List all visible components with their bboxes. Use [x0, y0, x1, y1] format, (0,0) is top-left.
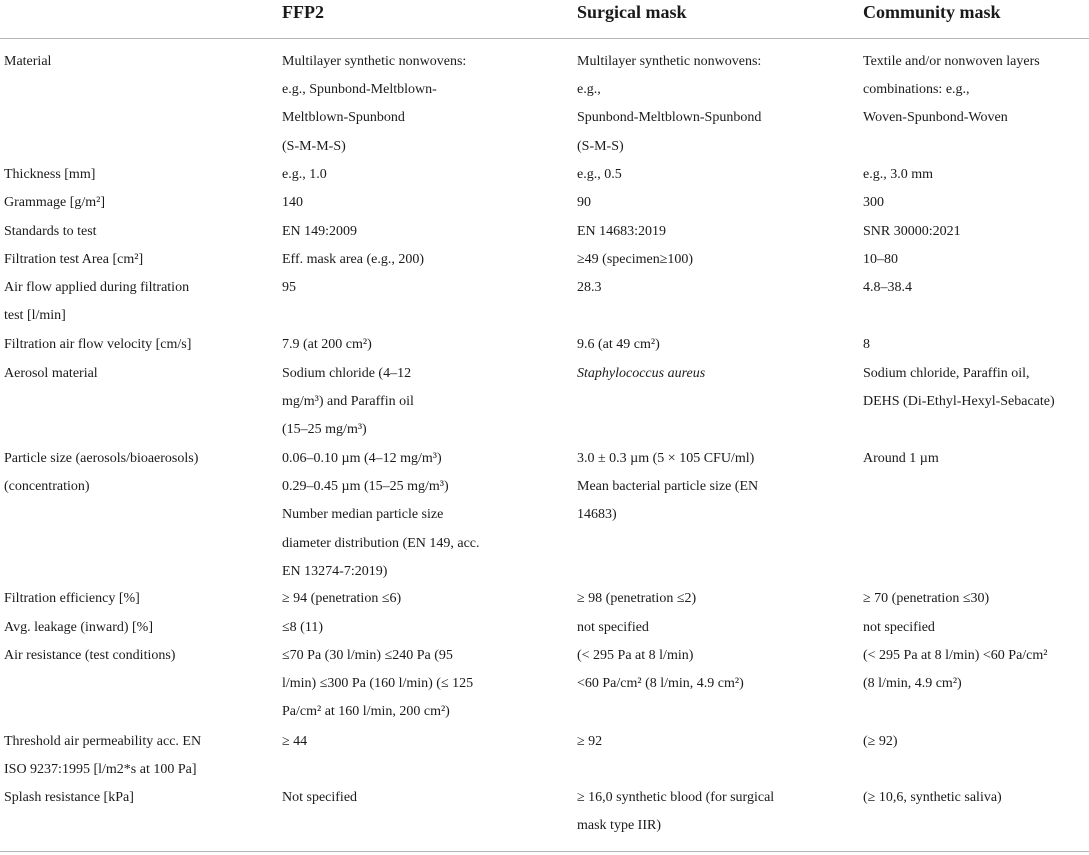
cell-surgical-material: Multilayer synthetic nonwovens: e.g., Spunbond-Meltblown-Spunbond (S-M-S) — [577, 54, 762, 154]
cell-community-grammage: 300 — [863, 195, 884, 210]
cell-surgical-thickness: e.g., 0.5 — [577, 167, 622, 182]
row-label-splash: Splash resistance [kPa] — [4, 790, 134, 805]
column-header-community-mask: Community mask — [863, 2, 1001, 22]
cell-surgical-efficiency: ≥ 98 (penetration ≤2) — [577, 591, 697, 606]
cell-community-permeability: (≥ 92) — [863, 734, 898, 749]
cell-surgical-velocity: 9.6 (at 49 cm²) — [577, 337, 660, 352]
cell-surgical-standards: EN 14683:2019 — [577, 224, 667, 239]
cell-community-leakage: not specified — [863, 620, 935, 635]
cell-ffp2-standards: EN 149:2009 — [282, 224, 358, 239]
row-label-permeability: Threshold air permeability acc. EN ISO 9237:1995 [l/m2*s at 100 Pa] — [4, 734, 202, 778]
cell-surgical-leakage: not specified — [577, 620, 649, 635]
cell-community-efficiency: ≥ 70 (penetration ≤30) — [863, 591, 990, 606]
row-label-air-flow: Air flow applied during filtration test [l/min] — [4, 280, 190, 324]
cell-ffp2-permeability: ≥ 44 — [282, 734, 308, 749]
row-label-material: Material — [4, 54, 52, 69]
cell-surgical-air-resistance: (< 295 Pa at 8 l/min) <60 Pa/cm² (8 l/min, 4.9 cm²) — [577, 648, 744, 692]
cell-surgical-aerosol: Staphylococcus aureus — [577, 366, 706, 381]
row-label-aerosol: Aerosol material — [4, 366, 98, 381]
cell-surgical-particle-size: 3.0 ± 0.3 µm (5 × 105 CFU/ml) Mean bacterial particle size (EN 14683) — [577, 451, 759, 523]
column-header-ffp2: FFP2 — [282, 2, 324, 22]
cell-ffp2-filtration-area: Eff. mask area (e.g., 200) — [282, 252, 425, 267]
cell-ffp2-air-resistance: ≤70 Pa (30 l/min) ≤240 Pa (95 l/min) ≤300 Pa (160 l/min) (≤ 125 Pa/cm² at 160 l/min, 200 cm²) — [282, 648, 474, 720]
cell-ffp2-aerosol: Sodium chloride (4–12 mg/m³) and Paraffin oil (15–25 mg/m³) — [282, 366, 414, 438]
cell-community-thickness: e.g., 3.0 mm — [863, 167, 933, 182]
row-label-air-resistance: Air resistance (test conditions) — [4, 648, 176, 663]
column-header-surgical-mask: Surgical mask — [577, 2, 687, 22]
cell-community-standards: SNR 30000:2021 — [863, 224, 961, 239]
cell-community-splash: (≥ 10,6, synthetic saliva) — [863, 790, 1002, 805]
cell-ffp2-material: Multilayer synthetic nonwovens: e.g., Spunbond-Meltblown- Meltblown-Spunbond (S-M-M-S) — [282, 54, 467, 154]
cell-community-air-flow: 4.8–38.4 — [863, 280, 912, 295]
row-label-thickness: Thickness [mm] — [4, 167, 96, 182]
cell-community-velocity: 8 — [863, 337, 870, 352]
cell-surgical-grammage: 90 — [577, 195, 591, 210]
row-label-efficiency: Filtration efficiency [%] — [4, 591, 140, 606]
cell-community-air-resistance: (< 295 Pa at 8 l/min) <60 Pa/cm² (8 l/min, 4.9 cm²) — [863, 648, 1048, 692]
header-divider — [0, 38, 1089, 39]
cell-surgical-filtration-area: ≥49 (specimen≥100) — [577, 252, 694, 267]
row-label-grammage: Grammage [g/m²] — [4, 195, 105, 210]
row-label-standards: Standards to test — [4, 224, 97, 239]
cell-ffp2-leakage: ≤8 (11) — [282, 620, 323, 635]
row-label-particle-size: Particle size (aerosols/bioaerosols) (concentration) — [4, 451, 199, 495]
cell-ffp2-grammage: 140 — [282, 195, 303, 210]
cell-ffp2-velocity: 7.9 (at 200 cm²) — [282, 337, 372, 352]
cell-surgical-permeability: ≥ 92 — [577, 734, 603, 749]
cell-ffp2-splash: Not specified — [282, 790, 358, 805]
cell-community-material: Textile and/or nonwoven layers combinations: e.g., Woven-Spunbond-Woven — [863, 54, 1040, 126]
row-label-filtration-area: Filtration test Area [cm²] — [4, 252, 144, 267]
cell-ffp2-air-flow: 95 — [282, 280, 296, 295]
cell-ffp2-particle-size: 0.06–0.10 µm (4–12 mg/m³) 0.29–0.45 µm (15–25 mg/m³) Number median particle size diameter distribution (EN 149, acc. EN 13274-7:2019) — [282, 451, 480, 579]
cell-community-particle-size: Around 1 µm — [863, 451, 939, 466]
bottom-divider — [0, 851, 1089, 852]
cell-surgical-splash: ≥ 16,0 synthetic blood (for surgical mask type IIR) — [577, 790, 775, 834]
cell-ffp2-thickness: e.g., 1.0 — [282, 167, 327, 182]
cell-surgical-air-flow: 28.3 — [577, 280, 602, 295]
cell-community-filtration-area: 10–80 — [863, 252, 898, 267]
cell-ffp2-efficiency: ≥ 94 (penetration ≤6) — [282, 591, 402, 606]
row-label-velocity: Filtration air flow velocity [cm/s] — [4, 337, 192, 352]
cell-community-aerosol: Sodium chloride, Paraffin oil, DEHS (Di-Ethyl-Hexyl-Sebacate) — [863, 366, 1055, 410]
row-label-leakage: Avg. leakage (inward) [%] — [4, 620, 154, 635]
